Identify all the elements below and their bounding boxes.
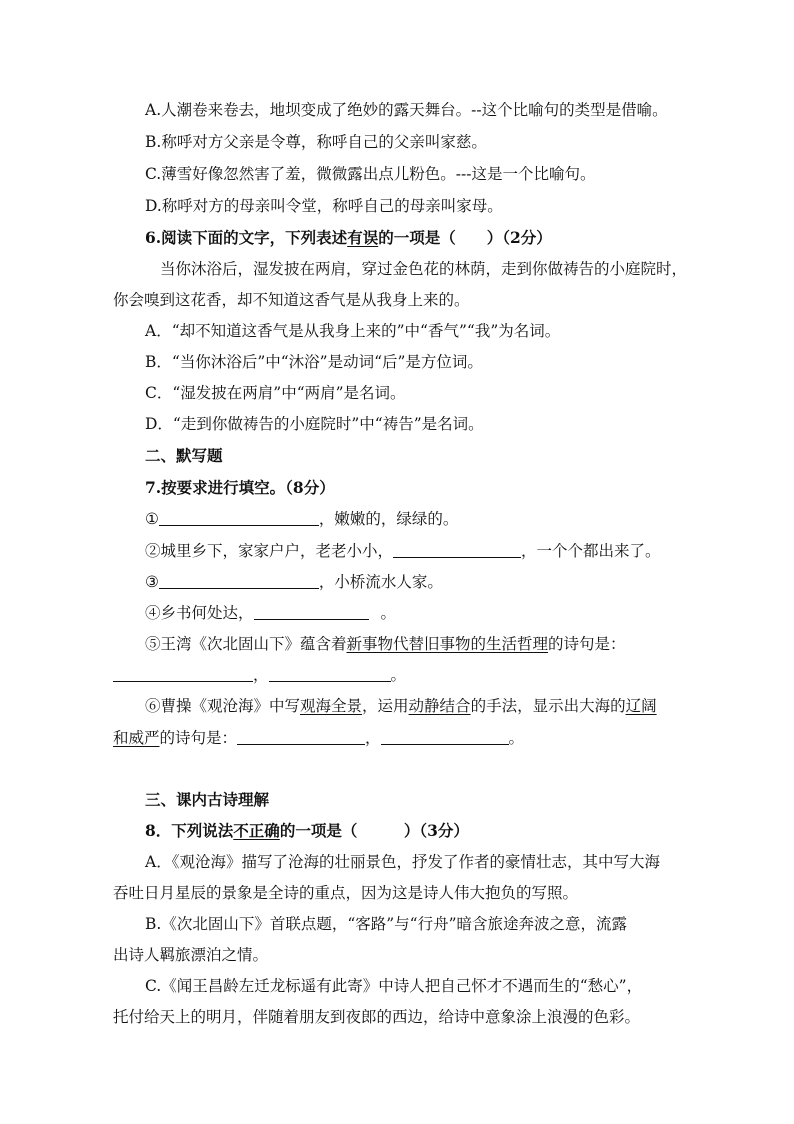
q7-item6-underlined-2: 动静结合 <box>408 697 471 715</box>
q7-item1-blank[interactable] <box>159 509 319 526</box>
q8-title-underlined: 不正确 <box>233 821 280 840</box>
q6-passage-line2: 你会嗅到这花香，却不知道这香气是从我身上来的。 <box>113 291 470 309</box>
q5-option-b: B.称呼对方父亲是令尊，称呼自己的父亲叫家慈。 <box>145 133 487 151</box>
q7-item5-end: 。 <box>390 666 407 684</box>
q7-item3-tail: ，小桥流水人家。 <box>318 573 443 591</box>
q7-item5-sep: ， <box>253 666 269 684</box>
q7-item6-underlined-3: 辽阔 <box>625 697 657 715</box>
q6-title-post: 的一项是（ ）（2分） <box>378 228 552 247</box>
q7-item5-underlined: 新事物代替旧事物的生活哲理 <box>346 635 549 653</box>
q7-item1-num: ① <box>145 510 159 528</box>
q7-item6-mid1: ，运用 <box>362 697 409 715</box>
q7-item1-tail: ，嫩嫩的，绿绿的。 <box>318 510 459 528</box>
q8-title-post: 的一项是（ ）（3分） <box>279 821 469 840</box>
q7-item6-mid2: 的手法，显示出大海的 <box>470 697 626 715</box>
q7-item2-tail: ，一个个都出来了。 <box>521 542 661 560</box>
q7-item6-underlined-1: 观海全景 <box>300 697 363 715</box>
q7-item6-pre: ⑥曹操《观沧海》中写 <box>145 697 301 715</box>
q7-item5-answer <box>0 664 794 686</box>
q7-item4 <box>0 602 794 624</box>
q7-item3-num: ③ <box>145 573 159 591</box>
q6-title-pre: 6.阅读下面的文字，下列表述 <box>145 228 348 247</box>
q7-item5-post: 的诗句是： <box>548 635 626 653</box>
q8-option-b-line2: 出诗人羁旅漂泊之情。 <box>113 946 269 964</box>
q7-item4-blank[interactable] <box>254 603 369 620</box>
q7-item6-answer <box>0 727 794 749</box>
section2-heading: 二、默写题 <box>145 446 223 465</box>
q6-passage-line1: 当你沐浴后，湿发披在两肩，穿过金色花的林荫，走到你做祷告的小庭院时， <box>160 260 688 278</box>
q8-option-a-line1: A．《观沧海》描写了沧海的壮丽景色，抒发了作者的豪情壮志，其中写大海 <box>145 853 660 871</box>
q7-item2 <box>0 540 794 562</box>
q5-option-a: A.人潮卷来卷去，地坝变成了绝妙的露天舞台。--这个比喻句的类型是借喻。 <box>145 101 668 119</box>
q7-item5 <box>0 633 794 655</box>
q5-option-c: C.薄雪好像忽然害了羞，微微露出点儿粉色。---这是一个比喻句。 <box>145 165 596 183</box>
q7-item6-underlined-4: 和威严 <box>113 729 160 747</box>
q7-item5-blank2[interactable] <box>269 665 391 682</box>
q7-item6-blank1[interactable] <box>237 728 365 745</box>
q7-title: 7.按要求进行填空。（8分） <box>145 478 335 497</box>
q8-title <box>0 820 794 842</box>
q6-title-underlined: 有误 <box>347 228 379 247</box>
q7-item3-blank[interactable] <box>159 572 319 589</box>
q7-item5-blank1[interactable] <box>113 665 253 682</box>
q6-option-d: D．“走到你做祷告的小庭院时”中“祷告”是名词。 <box>145 415 484 433</box>
q8-option-a-line2: 吞吐日月星辰的景象是全诗的重点，因为这是诗人伟大抱负的写照。 <box>113 884 579 902</box>
q7-item2-blank[interactable] <box>393 541 521 558</box>
q6-option-a: A．“却不知道这香气是从我身上来的”中“香气”“我”为名词。 <box>145 322 561 340</box>
q7-item6-post: 的诗句是： <box>159 729 238 747</box>
q7-item4-tail: 。 <box>380 604 397 622</box>
q7-item6-end: 。 <box>508 729 525 747</box>
q8-option-c-line2: 托付给天上的明月，伴随着朋友到夜郎的西边，给诗中意象涂上浪漫的色彩。 <box>113 1008 641 1026</box>
q7-item4-head: ④乡书何处达， <box>145 604 254 622</box>
q7-item6-blank2[interactable] <box>381 728 509 745</box>
q6-title <box>0 227 794 249</box>
q5-option-d: D.称呼对方的母亲叫令堂，称呼自己的母亲叫家母。 <box>145 197 503 215</box>
q8-option-b-line1: B.《次北固山下》首联点题，“客路”与“行舟”暗含旅途奔波之意，流露 <box>145 915 628 933</box>
q7-item5-pre: ⑤王湾《次北固山下》蕴含着 <box>145 635 347 653</box>
q8-title-pre: 8．下列说法 <box>145 821 234 840</box>
q7-item6 <box>0 695 794 717</box>
q6-option-c: C．“湿发披在两肩”中“两肩”是名词。 <box>145 384 406 402</box>
q7-item2-head: ②城里乡下，家家户户，老老小小， <box>145 542 394 560</box>
q7-item3 <box>0 571 794 593</box>
q7-item1 <box>0 508 794 530</box>
section3-heading: 三、课内古诗理解 <box>145 790 270 809</box>
q7-item6-sep: ， <box>365 729 381 747</box>
q8-option-c-line1: C.《闻王昌龄左迁龙标遥有此寄》中诗人把自己怀才不遇而生的“愁心”， <box>145 977 643 995</box>
q6-option-b: B．“当你沐浴后”中“沐浴”是动词“后”是方位词。 <box>145 353 483 371</box>
